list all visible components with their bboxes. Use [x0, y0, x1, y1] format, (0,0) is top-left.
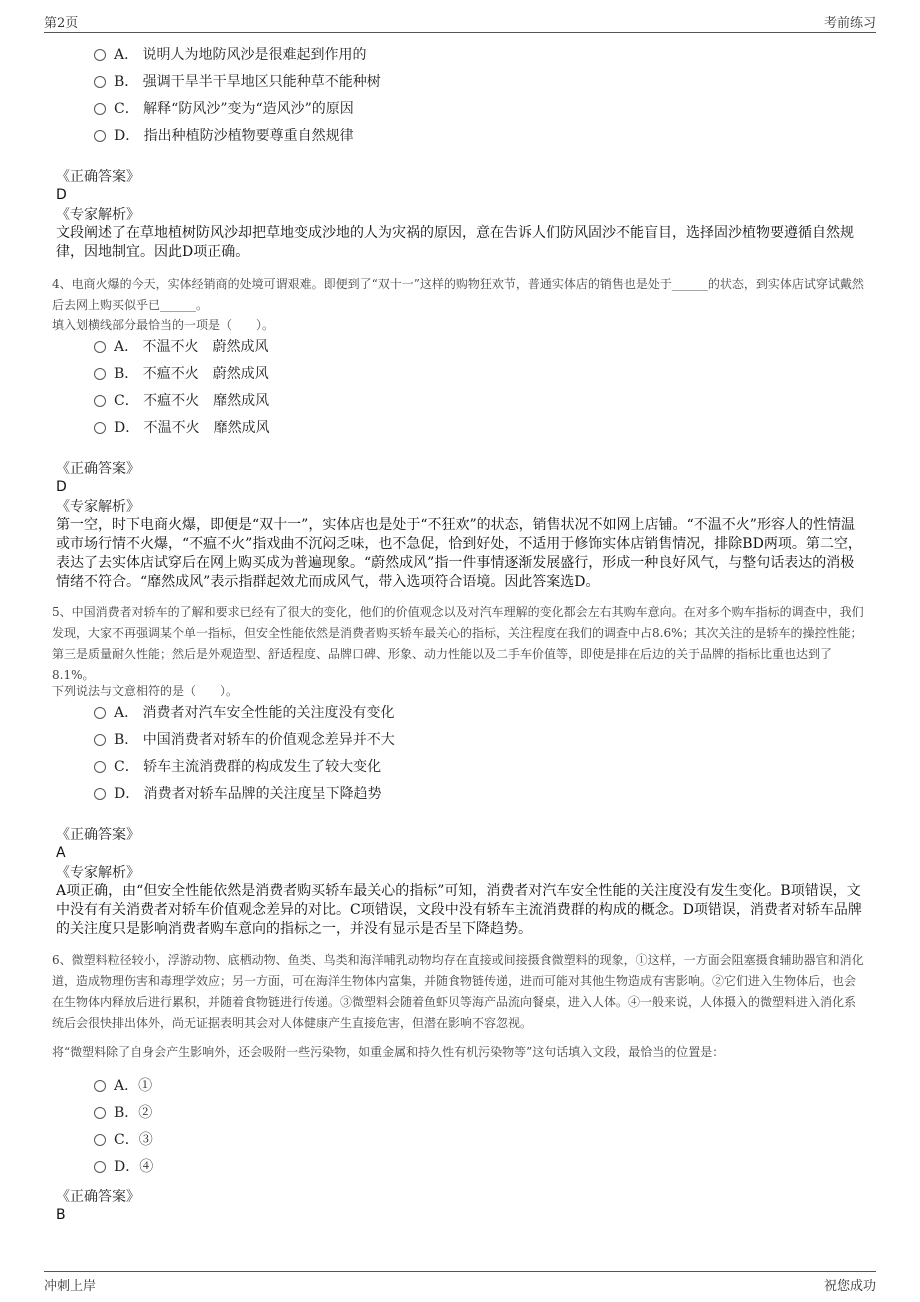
- q3-option-d[interactable]: D． 指出种植防沙植物要尊重自然规律: [94, 126, 354, 146]
- q4-answer-label: 《正确答案》: [56, 461, 140, 477]
- radio-icon[interactable]: [94, 761, 106, 773]
- q5-option-d[interactable]: D． 消费者对轿车品牌的关注度呈下降趋势: [94, 784, 382, 804]
- q3-option-c[interactable]: C． 解释“防风沙”变为“造风沙”的原因: [94, 99, 354, 119]
- q3-analysis: 文段阐述了在草地植树防风沙却把草地变成沙地的人为灾祸的原因，意在告诉人们防风固沙不能盲目，选择固沙植物要遵循自然规律，因地制宜。因此D项正确。: [56, 225, 854, 260]
- q6-answer-label: 《正确答案》: [56, 1189, 140, 1205]
- footer-right-text: 祝您成功: [823, 1279, 876, 1294]
- page-footer: [44, 1271, 876, 1294]
- q5-analysis: A项正确，由“但安全性能依然是消费者购买轿车最关心的指标”可知，消费者对汽车安全性能的关注度没有发生变化。B项错误，文中没有有关消费者对轿车价值观念差异的对比。C项错误，文段中没有轿车主流消费群的构成的概念。D项错误，消费者对轿车品牌的关注度只是影响消费者购车意向的指标之一，并没有显示是否呈下降趋势。: [56, 883, 862, 937]
- radio-icon[interactable]: [94, 1107, 106, 1119]
- q4-option-c[interactable]: C． 不瘟不火 靡然成风: [94, 391, 269, 411]
- radio-icon[interactable]: [94, 103, 106, 115]
- radio-icon[interactable]: [94, 1161, 106, 1173]
- q4-stem: 4、电商火爆的今天，实体经销商的处境可谓艰难。即便到了“双十一”这样的购物狂欢节，普通实体店的销售也是处于______的状态，到实体店试穿试戴然后去网上购买似乎已______。: [52, 277, 864, 312]
- q6-option-d[interactable]: D．④: [94, 1157, 153, 1177]
- q5-option-b[interactable]: B． 中国消费者对轿车的价值观念差异并不大: [94, 730, 395, 750]
- radio-icon[interactable]: [94, 341, 106, 353]
- radio-icon[interactable]: [94, 734, 106, 746]
- q5-answer: A: [56, 845, 66, 861]
- header-title: 考前练习: [823, 16, 876, 31]
- q4-answer: D: [56, 479, 67, 495]
- q5-prompt: 下列说法与文意相符的是（ ）。: [52, 684, 239, 698]
- q6-stem: 6、微塑料粒径较小，浮游动物、底栖动物、鱼类、鸟类和海洋哺乳动物均存在直接或间接摄食微塑料的现象，①这样，一方面会阻塞摄食辅助器官和消化道，造成物理伤害和毒理学效应；另一方面，可在海洋生物体内富集，并随食物链传递，进而可能对其他生物造成有害影响。②它们进入生物体后，也会在生物体内释放后进行累积，并随着食物链进行传递。③微塑料会随着鱼虾贝等海产品流向餐桌，进入人体。④一般来说，人体摄入的微塑料进入消化系统后会很快排出体外，尚无证据表明其会对人体健康产生直接危害，但潜在影响不容忽视。: [52, 953, 864, 1030]
- q4-analysis: 第一空，时下电商火爆，即便是“双十一”，实体店也是处于“不狂欢”的状态，销售状况不如网上店铺。“不温不火”形容人的性情温或市场行情不火爆，“不瘟不火”指戏曲不沉闷乏味，也不急促，恰到好处，不适用于修饰实体店销售情况，排除BD两项。第二空，表达了去实体店试穿后在网上购买成为普遍现象。“蔚然成风”指一件事情逐渐发展盛行，形成一种良好风气，与整句话表达的消极情绪不符合。“靡然成风”表示指群起效尤而成风气，带入选项符合语境。因此答案选D。: [56, 517, 862, 590]
- q6-prompt: 将“微塑料除了自身会产生影响外，还会吸附一些污染物，如重金属和持久性有机污染物等”这句话填入文段，最恰当的位置是：: [52, 1045, 725, 1059]
- footer-left-text: 冲刺上岸: [44, 1279, 97, 1294]
- radio-icon[interactable]: [94, 130, 106, 142]
- radio-icon[interactable]: [94, 788, 106, 800]
- radio-icon[interactable]: [94, 395, 106, 407]
- q3-answer-label: 《正确答案》: [56, 169, 140, 185]
- q5-analysis-label: 《专家解析》: [56, 865, 140, 881]
- q6-option-b[interactable]: B．②: [94, 1103, 152, 1123]
- q4-option-a[interactable]: A． 不温不火 蔚然成风: [94, 337, 269, 357]
- q3-answer: D: [56, 187, 67, 203]
- q4-prompt: 填入划横线部分最恰当的一项是（ ）。: [52, 318, 275, 332]
- q3-option-a[interactable]: A． 说明人为地防风沙是很难起到作用的: [94, 45, 367, 65]
- radio-icon[interactable]: [94, 1134, 106, 1146]
- q3-option-b[interactable]: B． 强调干旱半干旱地区只能种草不能种树: [94, 72, 381, 92]
- radio-icon[interactable]: [94, 76, 106, 88]
- radio-icon[interactable]: [94, 368, 106, 380]
- q3-analysis-label: 《专家解析》: [56, 207, 140, 223]
- q5-stem: 5、中国消费者对轿车的了解和要求已经有了很大的变化，他们的价值观念以及对汽车理解的变化都会左右其购车意向。在对多个购车指标的调查中，我们发现，大家不再强调某个单一指标，但安全性能依然是消费者购买轿车最关心的指标，关注程度在我们的调查中占8.6%；其次关注的是轿车的操控性能；第三是质量耐久性能；然后是外观造型、舒适程度、品牌口碑、形象、动力性能以及二手车价值等，即使是排在后边的关于品牌的指标比重也达到了8.1%。: [52, 605, 864, 682]
- q4-option-b[interactable]: B． 不瘟不火 蔚然成风: [94, 364, 269, 384]
- q5-option-a[interactable]: A． 消费者对汽车安全性能的关注度没有变化: [94, 703, 395, 723]
- q6-option-a[interactable]: A．①: [94, 1076, 152, 1096]
- page-number: 第2页: [44, 16, 79, 31]
- q6-option-c[interactable]: C．③: [94, 1130, 153, 1150]
- page-header: [44, 12, 876, 33]
- radio-icon[interactable]: [94, 1080, 106, 1092]
- q6-answer: B: [56, 1207, 66, 1223]
- q4-analysis-label: 《专家解析》: [56, 499, 140, 515]
- q5-answer-label: 《正确答案》: [56, 827, 140, 843]
- q4-option-d[interactable]: D． 不温不火 靡然成风: [94, 418, 270, 438]
- radio-icon[interactable]: [94, 49, 106, 61]
- radio-icon[interactable]: [94, 422, 106, 434]
- q5-option-c[interactable]: C． 轿车主流消费群的构成发生了较大变化: [94, 757, 381, 777]
- radio-icon[interactable]: [94, 707, 106, 719]
